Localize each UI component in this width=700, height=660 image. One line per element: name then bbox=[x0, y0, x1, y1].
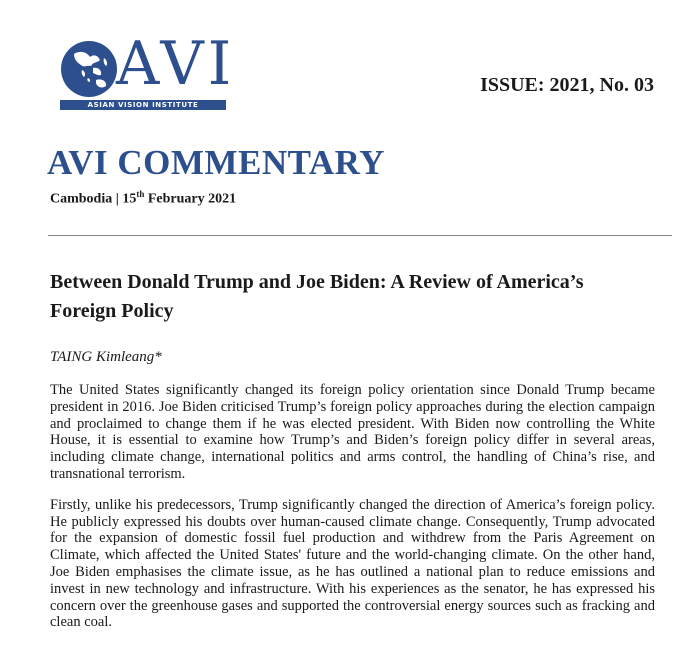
paragraph: The United States significantly changed its foreign policy orientation since Donald Trump became president in 2016. Joe Biden criticised Trump’s foreign policy approaches during the election campaign and proclaimed to change them if he was elected president. With Biden now controlling the White House, it is essential to examine how Trump’s and Biden’s foreign policy differ in several areas, including climate change, international politics and arms control, the handling of China’s rise, and transnational terrorism. bbox=[50, 382, 655, 482]
dateline-suffix: February 2021 bbox=[144, 191, 237, 207]
dateline bbox=[50, 189, 236, 208]
series-title: AVI COMMENTARY bbox=[47, 143, 385, 182]
header-divider bbox=[48, 235, 672, 236]
dateline-ordinal: th bbox=[136, 189, 145, 199]
dateline-prefix: Cambodia | 15 bbox=[50, 191, 137, 207]
paragraph: Firstly, unlike his predecessors, Trump significantly changed the direction of America’s foreign policy. He publicly expressed his doubts over human-caused climate change. Consequently, Trump advocated for the expansion of domestic fossil fuel production and withdrew from the Paris Agreement on Climate, which affected the United States' future and the world-changing climate. On the other hand, Joe Biden emphasises the climate issue, as he has outlined a national plan to reduce emissions and invest in new technology and infrastructure. With his experiences as the senator, he has expressed his concern over the greenhouse gases and supported the controversial energy sources such as fracking and clean coal. bbox=[50, 496, 655, 631]
article-body bbox=[50, 382, 655, 645]
logo-wordmark: AVI bbox=[116, 29, 236, 99]
globe-icon bbox=[60, 40, 118, 98]
author-name: TAING Kimleang* bbox=[50, 349, 162, 365]
issue-number: ISSUE: 2021, No. 03 bbox=[480, 74, 654, 96]
article-title: Between Donald Trump and Joe Biden: A Review of America’s Foreign Policy bbox=[50, 271, 584, 322]
avi-logo bbox=[60, 29, 236, 112]
logo-subtitle: ASIAN VISION INSTITUTE bbox=[60, 100, 226, 110]
